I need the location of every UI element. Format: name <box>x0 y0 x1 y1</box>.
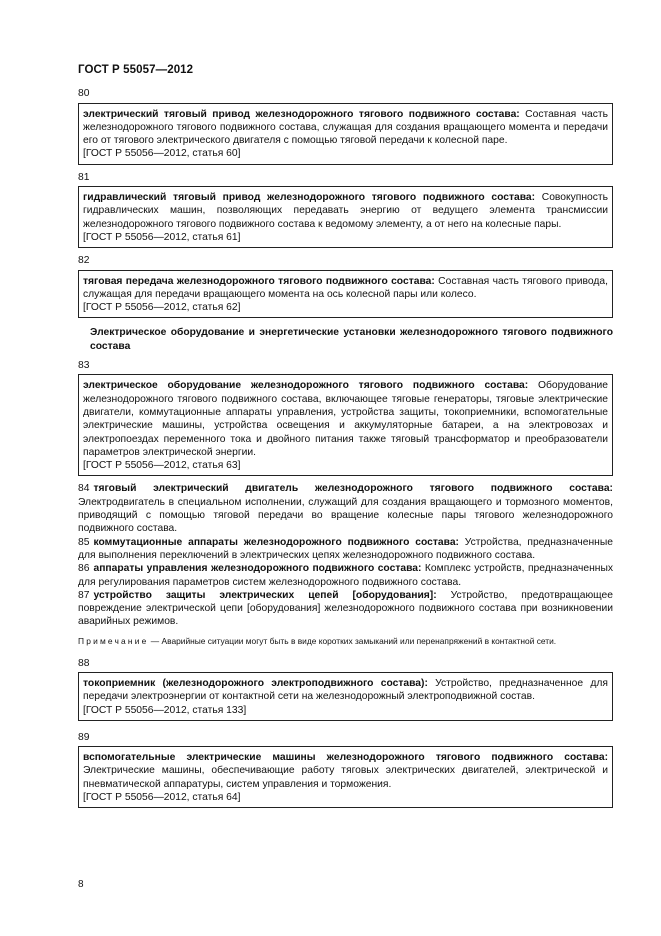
note-label: Примечание <box>78 635 149 646</box>
paragraph-85 <box>78 536 613 563</box>
paragraph-86 <box>78 562 613 589</box>
entry-number: 89 <box>78 731 90 743</box>
definition: Устройство, предназначенное для передачи электроэнергии от контактной сети на железнодорожный электроподвижной состав. <box>83 677 608 703</box>
note-text: — Аварийные ситуации могут быть в виде коротких замыканий или перенапряжений в контактной сети. <box>148 635 557 646</box>
entry-number: 84 <box>78 483 90 495</box>
section-title: Электрическое оборудование и энергетические установки железнодорожного тягового подвижного состава <box>90 327 613 352</box>
entry-number: 88 <box>78 657 90 669</box>
term-definition <box>83 751 608 791</box>
term: аппараты управления железнодорожного подвижного состава: <box>93 563 422 575</box>
definition: Устройство, предотвращающее повреждение электрической цепи [оборудования] железнодорожного подвижного состава при возникновении аварийных режимов. <box>78 589 613 628</box>
definition: Устройства, предназначенные для выполнения переключений в электрических цепях железнодорожного подвижного состава. <box>78 536 613 561</box>
definition: Оборудование железнодорожного тягового подвижного состава, включающее тяговые генераторы, тяговые электрические двигатели, коммутационные аппараты управления, устройства защиты, токоприемники, вспомогательные электрические машины, устройства освещения и аккумуляторные батареи, а на электровозах и электропоездах переменного тока и двойного питания также тяговый трансформатор и преобразователи параметров электрической энергии. <box>83 380 608 458</box>
term: токоприемник (железнодорожного электроподвижного состава): <box>83 677 428 689</box>
definition: Составная часть железнодорожного тягового подвижного состава, служащая для создания вращающего момента и передачи его от тягового электрического двигателя с помощью тяговой передачи к колесной паре. <box>83 108 609 147</box>
term-definition <box>83 191 608 231</box>
page-number: 8 <box>78 879 84 890</box>
reference: [ГОСТ Р 55056—2012, статья 63] <box>83 460 241 472</box>
entry-number: 87 <box>78 589 90 601</box>
term-definition <box>83 379 608 459</box>
note <box>78 636 613 647</box>
term: тяговая передача железнодорожного тягового подвижного состава: <box>83 275 435 287</box>
term-definition <box>83 677 608 704</box>
term-box <box>78 103 613 165</box>
term-box <box>78 672 613 721</box>
term-box <box>78 186 613 248</box>
definition: Составная часть тягового привода, служащая для передачи вращающего момента на ось колесной пары или колесо. <box>83 275 608 300</box>
term: электрический тяговый привод железнодорожного тягового подвижного состава: <box>83 108 520 120</box>
paragraph-84 <box>78 482 613 535</box>
term-box <box>78 270 613 319</box>
definition: Комплекс устройств, предназначенных для регулирования параметров систем железнодорожного подвижного состава. <box>78 563 613 588</box>
term: коммутационные аппараты железнодорожного подвижного состава: <box>93 536 459 548</box>
reference: [ГОСТ Р 55056—2012, статья 133] <box>83 704 247 716</box>
document-page <box>78 64 613 808</box>
term: электрическое оборудование железнодорожного тягового подвижного состава: <box>83 380 529 392</box>
definition: Электрические машины, обеспечивающие работу тяговых электрических двигателей, электрической и пневматической аппаратуры, систем управления и торможения. <box>83 765 608 790</box>
term: тяговый электрический двигатель железнодорожного тягового подвижного состава: <box>93 483 613 495</box>
reference: [ГОСТ Р 55056—2012, статья 64] <box>83 792 241 804</box>
paragraph-87 <box>78 589 613 629</box>
entry-number: 81 <box>78 171 90 183</box>
definition: Совокупность гидравлических машин, позволяющих передавать энергию от ведущего элемента трансмиссии железнодорожного тягового подвижного состава к ведомому элементу, а от него на колесные пары. <box>83 192 609 230</box>
document-header: ГОСТ Р 55057—2012 <box>78 64 194 76</box>
definition: Электродвигатель в специальном исполнении, служащий для создания вращающего и тормозного моментов, приводящий с помощью тяговой передачи во вращение колесные пары тягового железнодорожного подвижного состава. <box>78 496 613 535</box>
term-box <box>78 746 613 808</box>
entry-number: 83 <box>78 360 90 372</box>
entry-number: 86 <box>78 563 90 575</box>
entry-number: 85 <box>78 536 90 548</box>
term-box <box>78 374 613 476</box>
reference: [ГОСТ Р 55056—2012, статья 61] <box>83 231 241 243</box>
term-definition <box>83 275 608 302</box>
reference: [ГОСТ Р 55056—2012, статья 62] <box>83 302 241 314</box>
entry-number: 80 <box>78 88 90 100</box>
entry-number: 82 <box>78 255 90 267</box>
term: гидравлический тяговый привод железнодорожного тягового подвижного состава: <box>83 192 536 204</box>
term-definition <box>83 108 608 148</box>
reference: [ГОСТ Р 55056—2012, статья 60] <box>83 148 241 160</box>
term: устройство защиты электрических цепей [оборудования]: <box>93 589 437 601</box>
term: вспомогательные электрические машины железнодорожного тягового подвижного состава: <box>83 752 608 764</box>
